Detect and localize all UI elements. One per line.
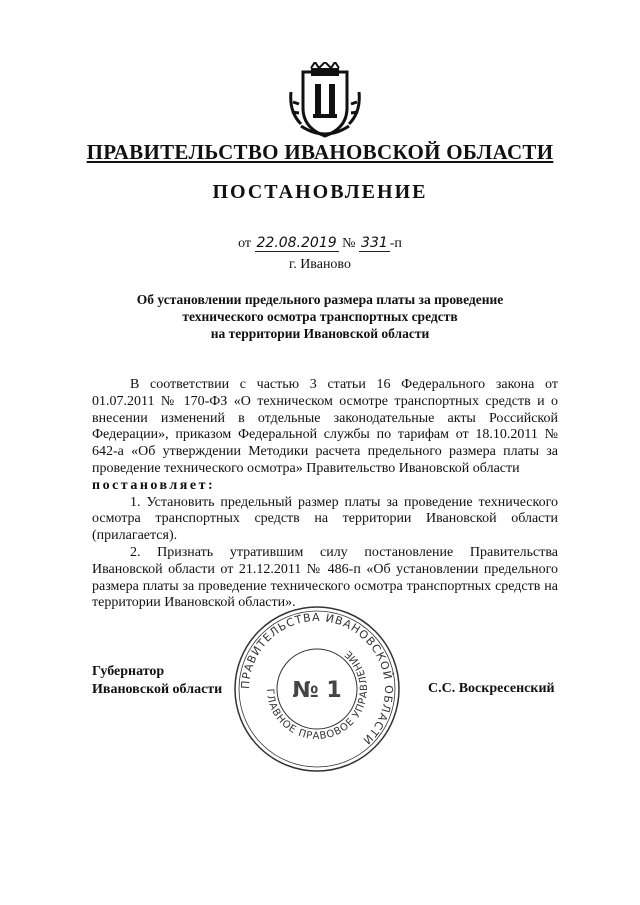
document-type: ПОСТАНОВЛЕНИЕ (212, 181, 428, 203)
coat-of-arms-icon (289, 62, 361, 142)
position-line: Ивановской области (92, 682, 223, 697)
government-title: ПРАВИТЕЛЬСТВО ИВАНОВСКОЙ ОБЛАСТИ (86, 140, 554, 164)
number-suffix: -п (389, 236, 402, 251)
date-prefix: от (238, 236, 251, 251)
preamble-paragraph: В соответствии с частью 3 статьи 16 Федерального закона от 01.07.2011 № 170-ФЗ «О техническом осмотре транспортных средств и о внесении изменений в отдельные законодательные акты Российской Федерации», приказом Федеральной службы по тарифам от 18.10.2011 № 642-а «Об утверждении Методики расчета предельного размера платы за проведение технического осмотра» Правительство Ивановской области (92, 377, 558, 476)
subject-line: технического осмотра транспортных средств (182, 309, 458, 324)
subject-line: Об установлении предельного размера платы за проведение (136, 292, 504, 307)
position-line: Губернатор (92, 664, 165, 679)
number-prefix: № (342, 236, 356, 251)
document-subject (120, 291, 520, 342)
item-2-paragraph: 2. Признать утратившим силу постановление Правительства Ивановской области от 21.12.2011 № 486-п «Об установлении предельного размера платы за проведение технического осмотра транспортных средств на территории Ивановской области». (92, 544, 558, 611)
date-number-line (0, 235, 640, 252)
stamp-outer-text: ПРАВИТЕЛЬСТВА ИВАНОВСКОЙ ОБЛАСТИ (238, 610, 396, 748)
decree-word: постановляет: (92, 477, 216, 493)
stamp-center: № 1 (292, 678, 342, 703)
signatory-position (92, 663, 222, 699)
official-stamp (232, 604, 402, 774)
city: г. Иваново (289, 257, 351, 272)
document-body (92, 377, 558, 612)
subject-line: на территории Ивановской области (210, 326, 430, 341)
document-number: 331 (361, 235, 388, 251)
document-date: 22.08.2019 (256, 235, 337, 251)
item-1-paragraph: 1. Установить предельный размер платы за проведение технического осмотра транспортных средств на территории Ивановской области (прилагается). (92, 494, 558, 544)
signatory-name: С.С. Воскресенский (428, 681, 555, 696)
stamp-inner-text: ГЛАВНОЕ ПРАВОВОЕ УПРАВЛЕНИЕ (263, 647, 371, 743)
